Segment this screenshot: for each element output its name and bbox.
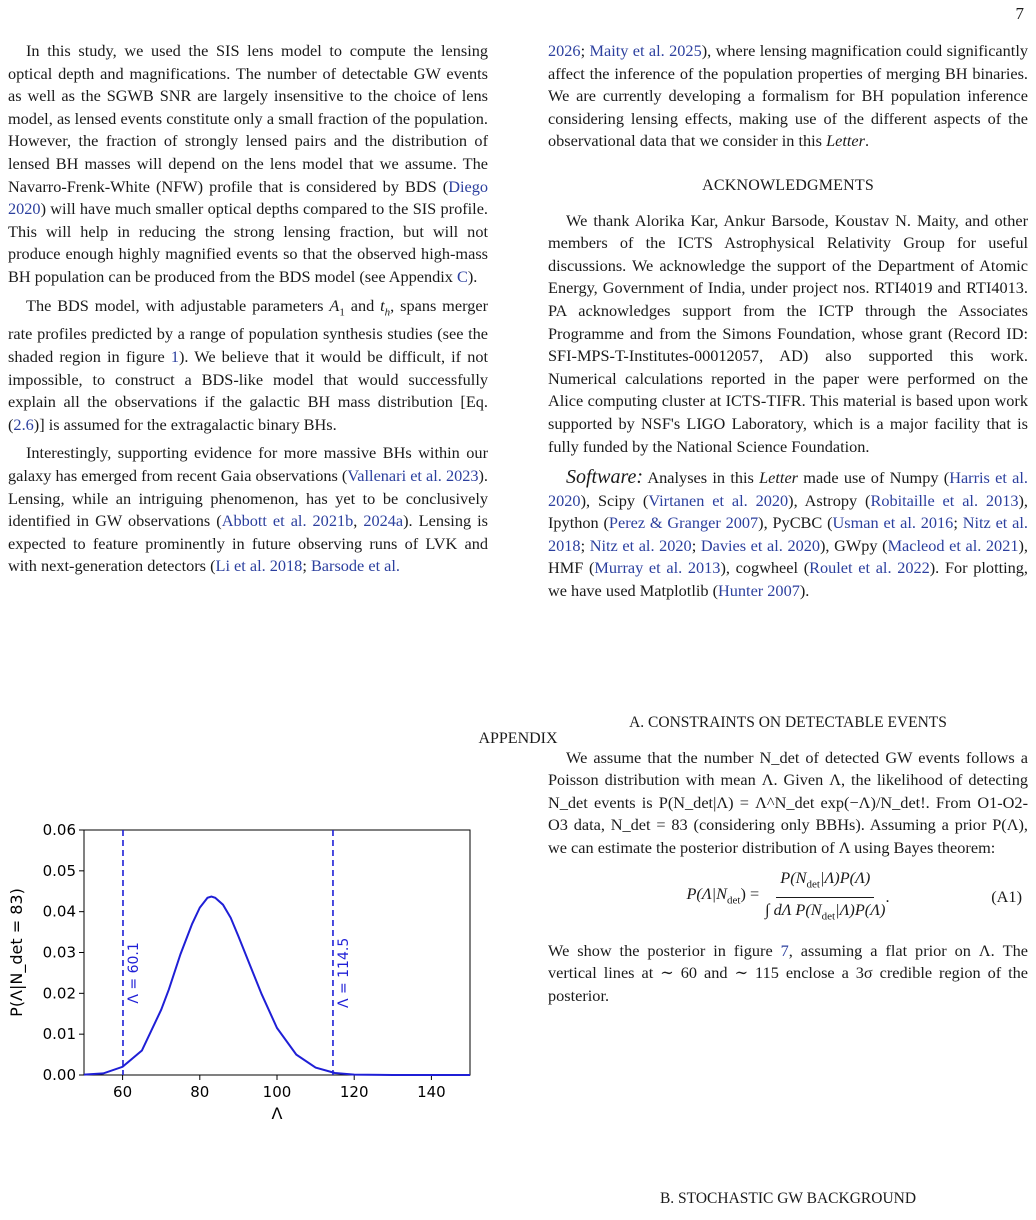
text: ). [467, 266, 478, 286]
equation-numerator: $P(N_{det}|\Lambda)P(\Lambda)$ [776, 867, 874, 898]
left-column [8, 40, 488, 578]
posterior-chart [0, 800, 520, 1200]
paragraph-gaia [8, 442, 488, 578]
software-paragraph [548, 466, 1028, 603]
text: ), Astropy ( [788, 490, 871, 510]
y-axis-label: P(Λ|N_det = 83) [7, 888, 26, 1017]
acknowledgments-heading: ACKNOWLEDGMENTS [702, 176, 874, 194]
text: . [864, 131, 870, 151]
equation-link[interactable]: 2.6 [13, 414, 34, 434]
acknowledgments-paragraph: We thank Alorika Kar, Ankur Barsode, Koustav N. Maity, and other members of the ICTS Astrophysical Relativity Group for useful discussions. We acknowledge the support of the Department of Atomic Energy, Government of India, under project nos. RTI4019 and RTI4013. PA acknowledges support from the ICTP through the Associates Programme and from the Simons Foundation, whose grant (Record ID: SFI-MPS-T-Institutes-00012057, AD) also supported this work. Numerical calculations reported in the paper were performed on the Alice computing cluster at ICTS-TIFR. This material is based upon work supported by NSF's LIGO Laboratory, which is a major facility that is fully funded by the National Science Foundation. [548, 210, 1028, 456]
x-tick-label: 100 [262, 1083, 292, 1101]
citation-link[interactable]: Li et al. 2018 [215, 556, 303, 576]
text: ). Lensing, while an intriguing phenomenon, has yet to be conclusively identified in GW observations ( [8, 465, 489, 531]
paragraph-continued [548, 40, 1028, 153]
paragraph-bds-model [8, 295, 488, 437]
text: )] is assumed for the extragalactic binary BHs. [33, 414, 337, 434]
citation-link[interactable]: Harris et al. 2020 [548, 468, 1028, 510]
equation-a1: $P(\Lambda|N_{det})$ = $\frac{P(N_{det}|\Lambda)P(\Lambda)}{\int d\Lambda P(N_{det}|\Lambda)P(\Lambda)}$ . (A1) [548, 866, 1028, 930]
figure-link[interactable]: 1 [170, 346, 179, 366]
text: ). We believe that it would be difficult, if not impossible, to construct a BDS-like model that would successfully explain all the observations if the galactic BH mass distribution [Eq. ( [8, 346, 488, 434]
text: Letter [826, 131, 865, 151]
citation-link[interactable]: Barsode et al. [310, 556, 400, 576]
posterior-chart-svg [0, 800, 520, 1200]
x-tick-label: 60 [113, 1083, 133, 1101]
y-tick-label: 0.01 [42, 1025, 76, 1044]
text: ; [580, 535, 590, 555]
text: ; [580, 41, 590, 60]
citation-link[interactable]: Abbott et al. 2021b [221, 511, 354, 531]
citation-link[interactable]: Hunter 2007 [718, 581, 800, 601]
citation-link[interactable]: Roulet et al. 2022 [809, 558, 930, 578]
equation-label: (A1) [991, 886, 1022, 906]
text: and [344, 295, 381, 315]
y-tick-label: 0.04 [42, 902, 76, 921]
text: , assuming a flat prior on Λ. The vertical lines at ∼ 60 and ∼ 115 enclose a 3σ credible region of the posterior. [548, 940, 1028, 1005]
text: ), Scipy ( [580, 490, 649, 510]
page-number: 7 [1015, 4, 1024, 23]
text: We show the posterior in figure [548, 940, 781, 960]
software-label: Software: [566, 466, 644, 489]
citation-link[interactable]: Usman et al. 2016 [832, 513, 954, 533]
appendix-a-paragraph: We assume that the number N_det of detected GW events follows a Poisson distribution with mean Λ. Given Λ, the likelihood of detecting N_det events is P(N_det|Λ) = Λ^N_det exp(−Λ)/N_det!. From O1-O2-O3 data, N_det = 83 (considering only BBHs). Assuming a prior P(Λ), we can estimate the posterior distribution of Λ using Bayes theorem: [548, 747, 1028, 857]
citation-link[interactable]: Virtanen et al. 2020 [648, 490, 789, 510]
math: t [380, 295, 385, 315]
text: ). For plotting, we have used Matplotlib ( [548, 558, 1028, 601]
appendix-a-section [548, 714, 1028, 1007]
citation-link[interactable]: Macleod et al. 2021 [887, 535, 1019, 555]
text: ), cogwheel ( [720, 558, 810, 578]
equation-denominator: ∫ dΛ $P(N_{det}|\Lambda)P(\Lambda)$ [765, 900, 886, 923]
appendix-link[interactable]: C [457, 266, 468, 286]
text: , spans merger rate profiles predicted by a range of population synthesis studies (see the shaded region in figure [8, 295, 488, 366]
x-tick-label: 140 [417, 1083, 446, 1101]
citation-link[interactable]: Davies et al. 2020 [700, 535, 821, 555]
appendix-b-heading: B. STOCHASTIC GW BACKGROUND [659, 1190, 917, 1207]
text: ), HMF ( [548, 535, 1028, 578]
y-tick-label: 0.05 [42, 861, 76, 880]
citation-link[interactable]: Diego 2020 [8, 176, 488, 219]
text: ). Lensing is expected to feature prominently in future observing runs of LVK and with next-generation detectors ( [8, 511, 488, 576]
text: The BDS model, with adjustable parameters [26, 295, 330, 315]
citation-link[interactable]: Robitaille et al. 2013 [870, 490, 1019, 510]
citation-link[interactable]: Murray et al. 2013 [594, 558, 721, 578]
paragraph-lens-model [8, 40, 488, 289]
text: ), GWpy ( [820, 535, 888, 555]
x-tick-label: 120 [339, 1083, 369, 1101]
text: Analyses in this [643, 468, 760, 488]
math: A [329, 295, 340, 315]
text: ; [302, 556, 311, 576]
citation-link[interactable]: 2024a [363, 511, 404, 531]
appendix-a-heading: A. CONSTRAINTS ON DETECTABLE EVENTS [629, 714, 947, 731]
citation-link[interactable]: 2026 [548, 41, 581, 60]
x-axis-label: Λ [271, 1104, 283, 1123]
text: Letter [759, 468, 799, 488]
text: ), Ipython ( [548, 490, 1028, 533]
citation-link[interactable]: Nitz et al. 2020 [589, 535, 692, 555]
equation-lhs: $P(\Lambda|N_{det})$ = [686, 884, 760, 907]
citation-link[interactable]: Perez & Granger 2007 [608, 513, 759, 533]
text: made use of Numpy ( [798, 468, 950, 488]
text: ; [953, 513, 963, 533]
y-tick-label: 0.00 [42, 1066, 76, 1084]
citation-link[interactable]: Nitz et al. 2018 [548, 513, 1028, 555]
text: ; [691, 535, 701, 555]
credible-bound-label: Λ = 114.5 [335, 937, 352, 1009]
x-tick-label: 80 [190, 1083, 210, 1101]
equation-fraction [765, 867, 885, 928]
y-tick-label: 0.02 [42, 984, 76, 1003]
text: Interestingly, supporting evidence for more massive BHs within our galaxy has emerged from recent Gaia observations ( [8, 443, 488, 485]
credible-bound-label: Λ = 60.1 [125, 942, 142, 1004]
citation-link[interactable]: Vallenari et al. 2023 [347, 465, 479, 485]
math: 1 [339, 305, 345, 318]
text: ), where lensing magnification could significantly affect the inference of the population properties of merging BH binaries. We are currently developing a formalism for BH population inference considering lensing effects, making use of the different aspects of the observational data that we consider in this [548, 41, 1028, 151]
appendix-title: APPENDIX [478, 730, 558, 747]
math: h [384, 305, 391, 318]
text: ). [799, 581, 810, 601]
text: In this study, we used the SIS lens model to compute the lensing optical depth and magnifications. The number of detectable GW events as well as the SGWB SNR are largely insensitive to the choice of lens model, as lensed events constitute only a small fraction of the population. However, the fraction of strongly lensed pairs and the distribution of lensed BH masses will depend on the lens model that we assume. The Navarro-Frenk-White (NFW) profile that is considered by BDS ( [8, 41, 488, 196]
y-tick-label: 0.06 [42, 821, 76, 839]
text: ), PyCBC ( [758, 513, 833, 533]
appendix-a-paragraph-2 [548, 940, 1028, 1008]
citation-link[interactable]: Maity et al. 2025 [589, 41, 702, 60]
y-tick-label: 0.03 [42, 943, 76, 962]
text: ) will have much smaller optical depths compared to the SIS profile. This will help in reducing the strong lensing fraction, but will not produce enough highly magnified events so that the observed high-mass BH population can be produced from the BDS model (see Appendix [8, 199, 488, 286]
text: , [353, 511, 364, 531]
right-column [548, 40, 1028, 603]
figure-link[interactable]: 7 [780, 940, 789, 960]
